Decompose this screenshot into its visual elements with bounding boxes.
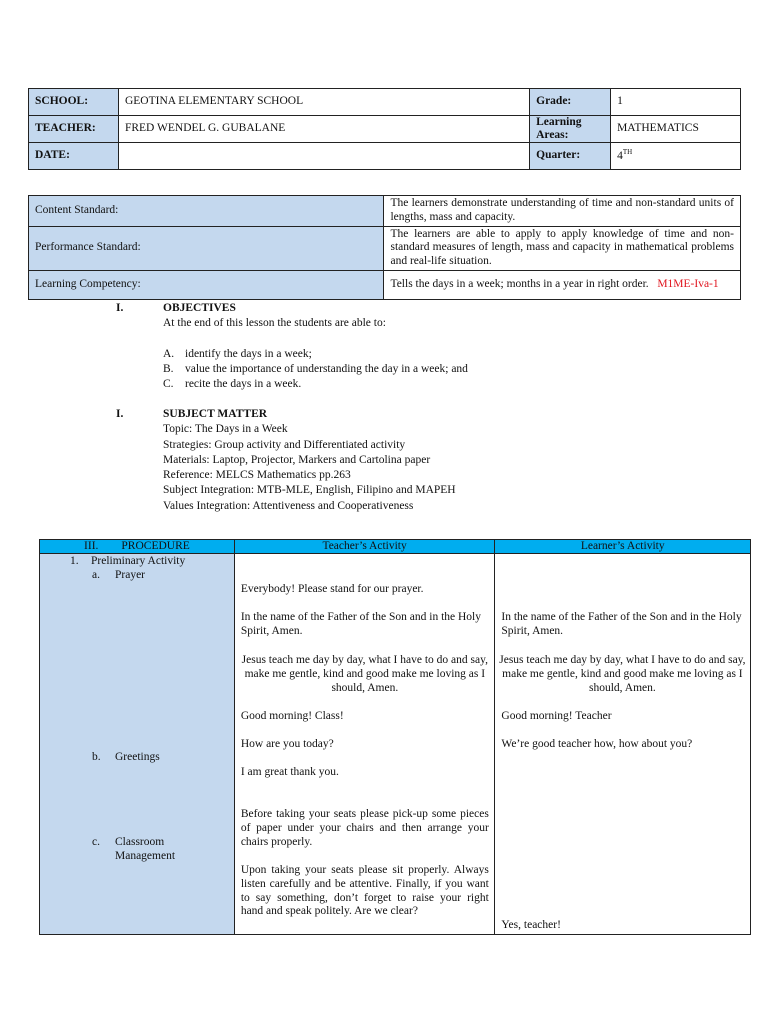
step-b-letter: b. <box>92 751 101 763</box>
values-integration: Values Integration: Attentiveness and Cooperativeness <box>163 499 414 512</box>
school-label: SCHOOL: <box>29 89 119 116</box>
objectives-intro: At the end of this lesson the students are able to: <box>163 317 386 330</box>
grade-value: 1 <box>611 89 741 116</box>
subject-matter-number: I. <box>116 408 124 420</box>
header-table <box>28 88 741 170</box>
quarter-value <box>611 143 741 170</box>
step-c-letter: c. <box>92 836 100 848</box>
content-standard-value: The learners demonstrate understanding of time and non-standard units of lengths, mass and capacity. <box>384 196 741 227</box>
performance-standard-label: Performance Standard: <box>29 226 384 270</box>
teacher-line-7: Before taking your seats please pick-up some pieces of paper under your chairs and then arrange your chairs properly. <box>240 808 489 848</box>
step-b-label: Greetings <box>115 751 160 763</box>
grade-label: Grade: <box>530 89 611 116</box>
standards-table <box>28 195 741 300</box>
step-1-number: 1. <box>70 555 79 567</box>
learning-competency-label: Learning Competency: <box>29 270 384 299</box>
school-value: GEOTINA ELEMENTARY SCHOOL <box>118 89 529 116</box>
teacher-activity-header: Teacher’s Activity <box>234 540 495 554</box>
teacher-value: FRED WENDEL G. GUBALANE <box>118 116 529 143</box>
step-a-letter: a. <box>92 569 100 581</box>
content-standard-label: Content Standard: <box>29 196 384 227</box>
teacher-line-6: I am great thank you. <box>240 766 339 778</box>
teacher-label: TEACHER: <box>29 116 119 143</box>
subject-matter-title: SUBJECT MATTER <box>163 408 268 420</box>
teacher-line-8: Upon taking your seats please sit properly. Always listen carefully and be attentive. Finally, if you want to say something, don’t forget to raise your right hand and speak politely. Are we clear? <box>240 864 489 918</box>
teacher-line-3: Jesus teach me day by day, what I have to do and say, make me gentle, kind and good make me loving as I should, Amen. <box>241 654 488 694</box>
teacher-line-5: How are you today? <box>240 738 334 750</box>
learner-line-4: We’re good teacher how, how about you? <box>501 738 693 750</box>
objectives-section <box>116 301 468 392</box>
learning-areas-label: Learning Areas: <box>530 116 611 143</box>
learner-line-2: Jesus teach me day by day, what I have to do and say, make me gentle, kind and good make me loving as I should, Amen. <box>499 654 746 694</box>
list-item: A. identify the days in a week; <box>163 347 312 360</box>
objectives-list <box>163 347 468 393</box>
subject-materials: Materials: Laptop, Projector, Markers and Cartolina paper <box>163 453 431 466</box>
step-c-label: Classroom Management <box>115 836 176 862</box>
teacher-line-4: Good morning! Class! <box>240 710 344 722</box>
teacher-activity-cell <box>234 554 495 935</box>
procedure-steps-cell <box>40 554 235 935</box>
learning-areas-value: MATHEMATICS <box>611 116 741 143</box>
list-item: C. recite the days in a week. <box>163 378 302 391</box>
learner-line-3: Good morning! Teacher <box>501 710 612 722</box>
date-value <box>118 143 529 170</box>
quarter-number: 4 <box>617 150 623 163</box>
learning-competency-value <box>384 270 741 299</box>
learner-line-1: In the name of the Father of the Son and in the Holy Spirit, Amen. <box>501 611 742 637</box>
subject-topic: Topic: The Days in a Week <box>163 423 288 436</box>
procedure-header: III. PROCEDURE <box>40 540 235 554</box>
subject-integration: Subject Integration: MTB-MLE, English, Filipino and MAPEH <box>163 484 456 497</box>
performance-standard-value: The learners are able to apply to apply knowledge of time and non-standard measures of length, mass and capacity in mathematical problems and real-life situation. <box>384 226 741 270</box>
teacher-line-1: Everybody! Please stand for our prayer. <box>240 583 424 595</box>
quarter-suffix: TH <box>622 148 633 157</box>
step-a-label: Prayer <box>115 569 146 581</box>
subject-strategies: Strategies: Group activity and Differentiated activity <box>163 438 406 451</box>
step-1-label: Preliminary Activity <box>91 555 186 567</box>
competency-text: Tells the days in a week; months in a year in right order. <box>390 278 649 291</box>
learner-line-5: Yes, teacher! <box>501 919 561 931</box>
date-label: DATE: <box>29 143 119 170</box>
subject-matter-section <box>116 407 456 514</box>
list-item: B. value the importance of understanding the day in a week; and <box>163 362 468 375</box>
teacher-line-2: In the name of the Father of the Son and in the Holy Spirit, Amen. <box>240 611 481 637</box>
subject-reference: Reference: MELCS Mathematics pp.263 <box>163 469 351 482</box>
objectives-title: OBJECTIVES <box>163 302 236 314</box>
objectives-number: I. <box>116 302 124 314</box>
procedure-table <box>39 539 751 935</box>
competency-code: M1ME-Iva-1 <box>657 278 719 291</box>
quarter-label: Quarter: <box>530 143 611 170</box>
learner-activity-header: Learner’s Activity <box>495 540 751 554</box>
learner-activity-cell <box>495 554 751 935</box>
